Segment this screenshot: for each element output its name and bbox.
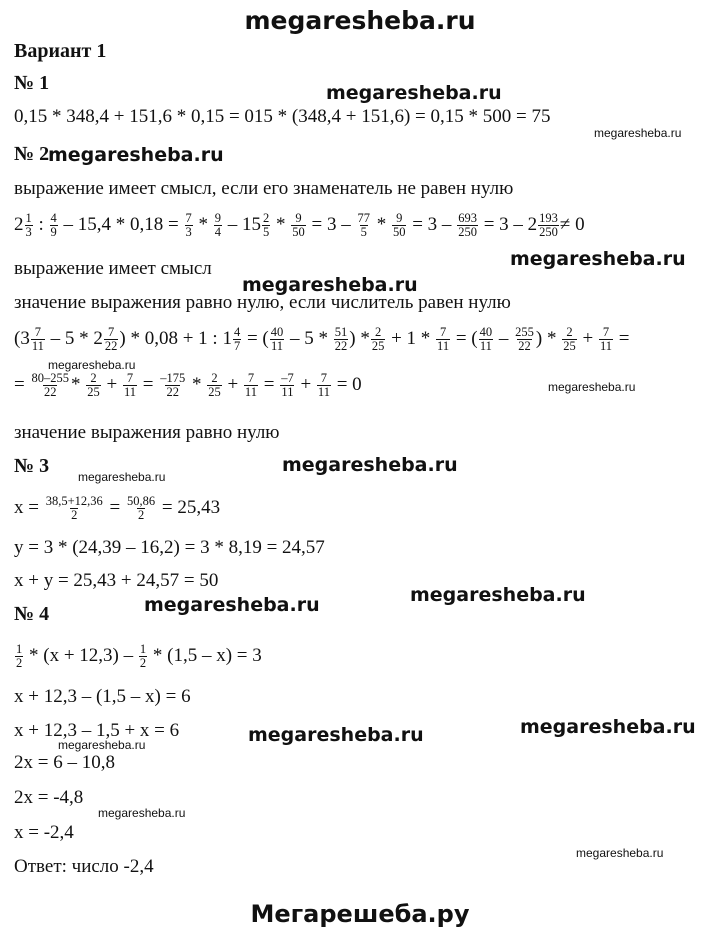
watermark: megaresheba.ru bbox=[144, 594, 320, 616]
watermark-small: megaresheba.ru bbox=[58, 738, 146, 752]
watermark: megaresheba.ru bbox=[282, 454, 458, 476]
problem-2-text-2: выражение имеет смысл bbox=[14, 258, 212, 279]
variant-title: Вариант 1 bbox=[14, 40, 107, 62]
problem-4-line-2: x + 12,3 – (1,5 – x) = 6 bbox=[14, 686, 191, 707]
site-header: megaresheba.ru bbox=[244, 6, 476, 35]
problem-4-title: № 4 bbox=[14, 603, 50, 625]
watermark-small: megaresheba.ru bbox=[576, 846, 664, 860]
problem-1-title: № 1 bbox=[14, 72, 50, 94]
site-footer: Мегарешеба.ру bbox=[250, 900, 470, 928]
problem-2-text-1: выражение имеет смысл, если его знаменатель не равен нулю bbox=[14, 178, 514, 199]
watermark-small: megaresheba.ru bbox=[548, 380, 636, 394]
problem-3-title: № 3 bbox=[14, 455, 50, 477]
watermark-small: megaresheba.ru bbox=[594, 126, 682, 140]
problem-3-line-3: x + y = 25,43 + 24,57 = 50 bbox=[14, 570, 219, 591]
problem-3-line-2: y = 3 * (24,39 – 16,2) = 3 * 8,19 = 24,57 bbox=[14, 537, 325, 558]
watermark-small: megaresheba.ru bbox=[48, 358, 136, 372]
watermark: megaresheba.ru bbox=[520, 716, 696, 738]
watermark-small: megaresheba.ru bbox=[98, 806, 186, 820]
problem-4-line-1: $\frac{1}{2}$ * (x + 12,3) – $\frac{1}{2}$ * (1,5 – x) = 3 bbox=[16, 642, 262, 670]
watermark: megaresheba.ru bbox=[326, 82, 502, 104]
problem-2-equation-3: = $\frac{80-255}{22}$ * $\frac{2}{25}$ + $\frac{7}{11}$ = $\frac{-175}{22}$ * $\frac{2}{25}$ + $\frac{7}{11}$ = $\frac{-7}{11}$ + $\frac{7}{11}$ = 0 bbox=[14, 371, 362, 399]
watermark-small: megaresheba.ru bbox=[78, 470, 166, 484]
problem-2-equation-2: (3 $\frac{7}{11}$ – 5 * 2 $\frac{7}{22}$ ) * 0,08 + 1 : 1 $\frac{4}{7}$ = ( $\frac{40}{11}$ – 5 * $\frac{51}{22}$ ) * $\frac{2}{25}$ + 1 * $\frac{7}{11}$ = ( $\frac{40}{11}$ – $\frac{255}{22}$ ) * $\frac{2}{25}$ + $\frac{7}{11}$ = bbox=[14, 325, 630, 353]
problem-2-equation-1: 2 $\frac{1}{3}$ : $\frac{4}{9}$ – 15,4 * 0,18 = $\frac{7}{3}$ * $\frac{9}{4}$ – 15 $\frac{2}{5}$ * $\frac{9}{50}$ = 3 – $\frac{77}{5}$ * $\frac{9}{50}$ = 3 – $\frac{693}{250}$ = 3 – 2 $\frac{193}{250}$ ≠ 0 bbox=[14, 211, 585, 239]
watermark: megaresheba.ru bbox=[410, 584, 586, 606]
problem-4-line-4: 2x = 6 – 10,8 bbox=[14, 752, 115, 773]
problem-2-title: № 2 bbox=[14, 143, 50, 165]
problem-4-line-5: 2x = -4,8 bbox=[14, 787, 84, 808]
watermark: megaresheba.ru bbox=[510, 248, 686, 270]
problem-3-line-1: x = $\frac{38,5+12,36}{2}$ = $\frac{50,86}{2}$ = 25,43 bbox=[14, 494, 221, 522]
watermark: megaresheba.ru bbox=[48, 144, 224, 166]
problem-2-text-3: значение выражения равно нулю, если числитель равен нулю bbox=[14, 292, 511, 313]
problem-2-text-4: значение выражения равно нулю bbox=[14, 422, 280, 443]
problem-1-line: 0,15 * 348,4 + 151,6 * 0,15 = 015 * (348,4 + 151,6) = 0,15 * 500 = 75 bbox=[14, 106, 551, 127]
watermark: megaresheba.ru bbox=[242, 274, 418, 296]
problem-4-answer: Ответ: число -2,4 bbox=[14, 856, 154, 877]
problem-4-line-3: x + 12,3 – 1,5 + x = 6 bbox=[14, 720, 180, 741]
watermark: megaresheba.ru bbox=[248, 724, 424, 746]
problem-4-line-6: x = -2,4 bbox=[14, 822, 74, 843]
